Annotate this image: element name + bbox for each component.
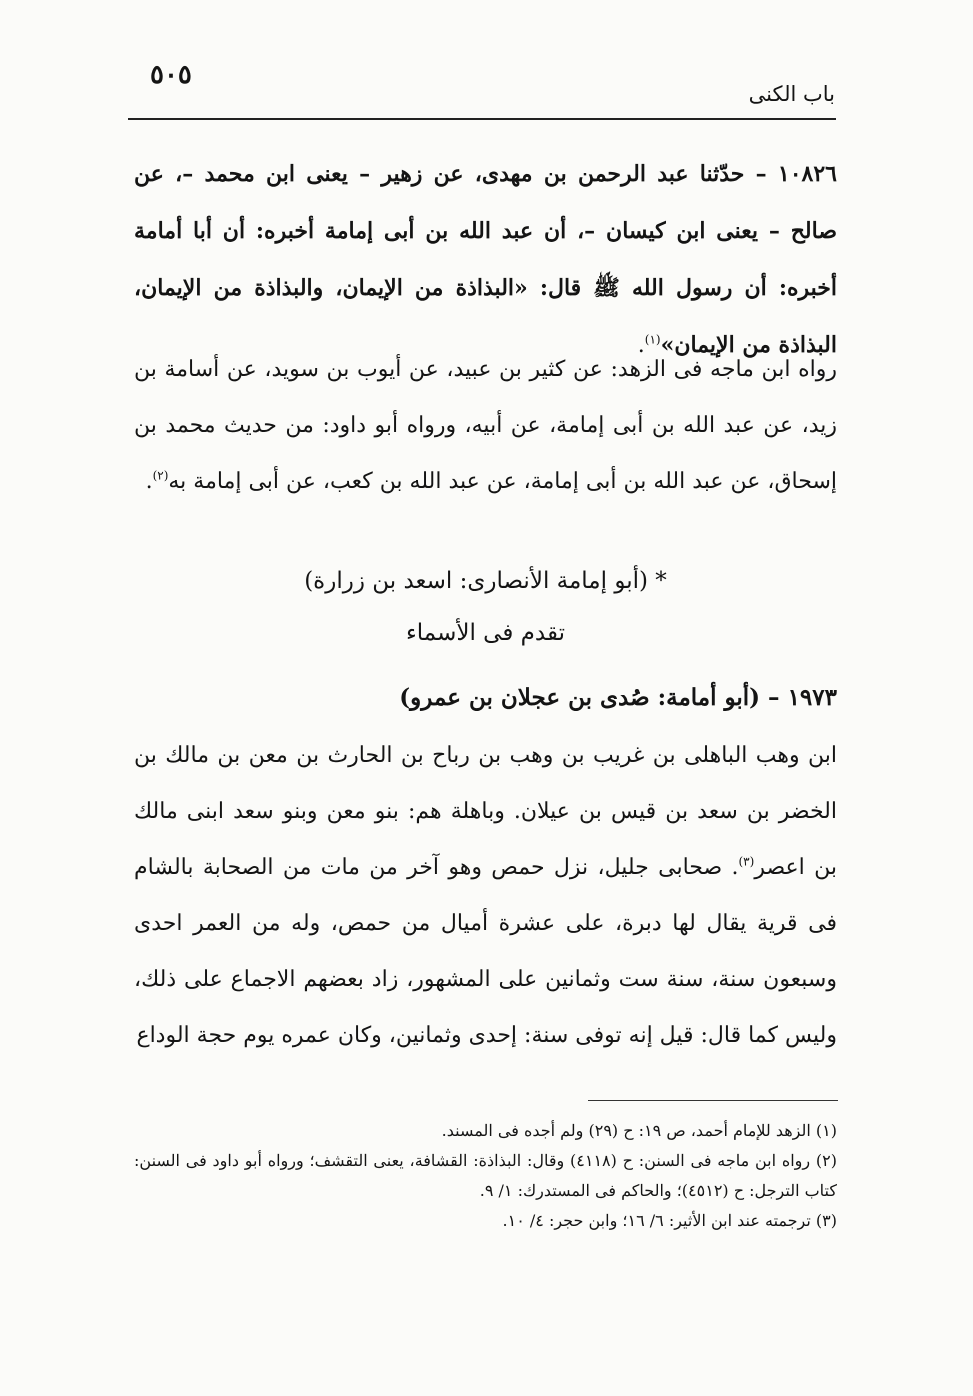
footnote-ref-3: (٣) xyxy=(738,854,755,869)
running-title: باب الكنى xyxy=(748,82,835,106)
biography-text: ابن وهب الباهلى بن غريب بن وهب بن رباح بن الحارث بن معن بن مالك بن الخضر بن سعد بن قيس بن عيلان. وباهلة هم: بنو معن وبنو سعد ابنى مالك بن اعصر xyxy=(134,743,837,880)
footnote-3: (٣) ترجمته عند ابن الأثير: ٦/ ١٦؛ وابن حجر: ٤/ ١٠. xyxy=(502,1211,837,1230)
takhrij-end: . xyxy=(145,469,153,494)
hadith-text: – حدّثنا عبد الرحمن بن مهدى، عن زهير – يعنى ابن محمد –، عن صالح – يعنى ابن كيسان –، أن عبد الله بن أبى إمامة أخبره: أن أبا أمامة أخبره: أن رسول الله ﷺ قال: «البذاذة من الإيمان، والبذاذة من الإيمان، البذاذة من الإيمان» xyxy=(134,161,837,358)
footnote-ref-1: (١) xyxy=(644,332,661,347)
footnote-ref-2: (٢) xyxy=(152,468,169,483)
takhrij-text: رواه ابن ماجه فى الزهد: عن كثير بن عبيد، عن أيوب بن سويد، عن أسامة بن زيد، عن عبد الله بن أبى إمامة، عن أبيه، ورواه أبو داود: من حديث محمد بن إسحاق، عن عبد الله بن أبى إمامة، عن عبد الله بن كعب، عن أبى إمامة به xyxy=(134,357,837,494)
biography-paragraph xyxy=(134,728,837,1064)
ansari-subtitle: تقدم فى الأسماء xyxy=(405,620,566,646)
page-number: ٥٠٥ xyxy=(150,60,192,90)
footnotes xyxy=(134,1116,837,1236)
biography-text-continued: . صحابى جليل، نزل حمص وهو آخر من مات من الصحابة بالشام فى قرية يقال لها دبرة، على عشرة أميال من حمص، وله من العمر احدى وسبعون سنة، سنة ست وثمانين على المشهور، زاد بعضهم الاجماع على ذلك، وليس كما قال: قيل إنه توفى سنة: إحدى وثمانين، وكان عمره يوم حجة الوداع xyxy=(134,855,838,1048)
footnote-2: (٢) رواه ابن ماجه فى السنن: ح (٤١١٨) وقال: البذاذة: القشافة، يعنى التقشف؛ ورواه أبو داود فى السنن: كتاب الترجل: ح (٤٥١٢)؛ والحاكم فى المستدرك: ١/ ٩. xyxy=(134,1151,838,1200)
takhrij-paragraph xyxy=(134,342,837,510)
header-rule xyxy=(128,118,836,120)
hadith-paragraph xyxy=(134,146,837,374)
entry-title: – (أبو أمامة: صُدى بن عجلان بن عمرو) xyxy=(399,684,788,711)
entry-heading xyxy=(134,684,837,711)
entry-number: ١٩٧٣ xyxy=(787,684,837,711)
hadith-end: . xyxy=(637,333,645,358)
ansari-heading: * (أبو إمامة الأنصارى: اسعد بن زرارة) xyxy=(304,568,667,594)
footnote-rule xyxy=(588,1100,838,1101)
hadith-number: ١٠٨٢٦ xyxy=(777,161,837,187)
footnote-1: (١) الزهد للإمام أحمد، ص ١٩: ح (٢٩) ولم أجده فى المسند. xyxy=(441,1121,837,1140)
